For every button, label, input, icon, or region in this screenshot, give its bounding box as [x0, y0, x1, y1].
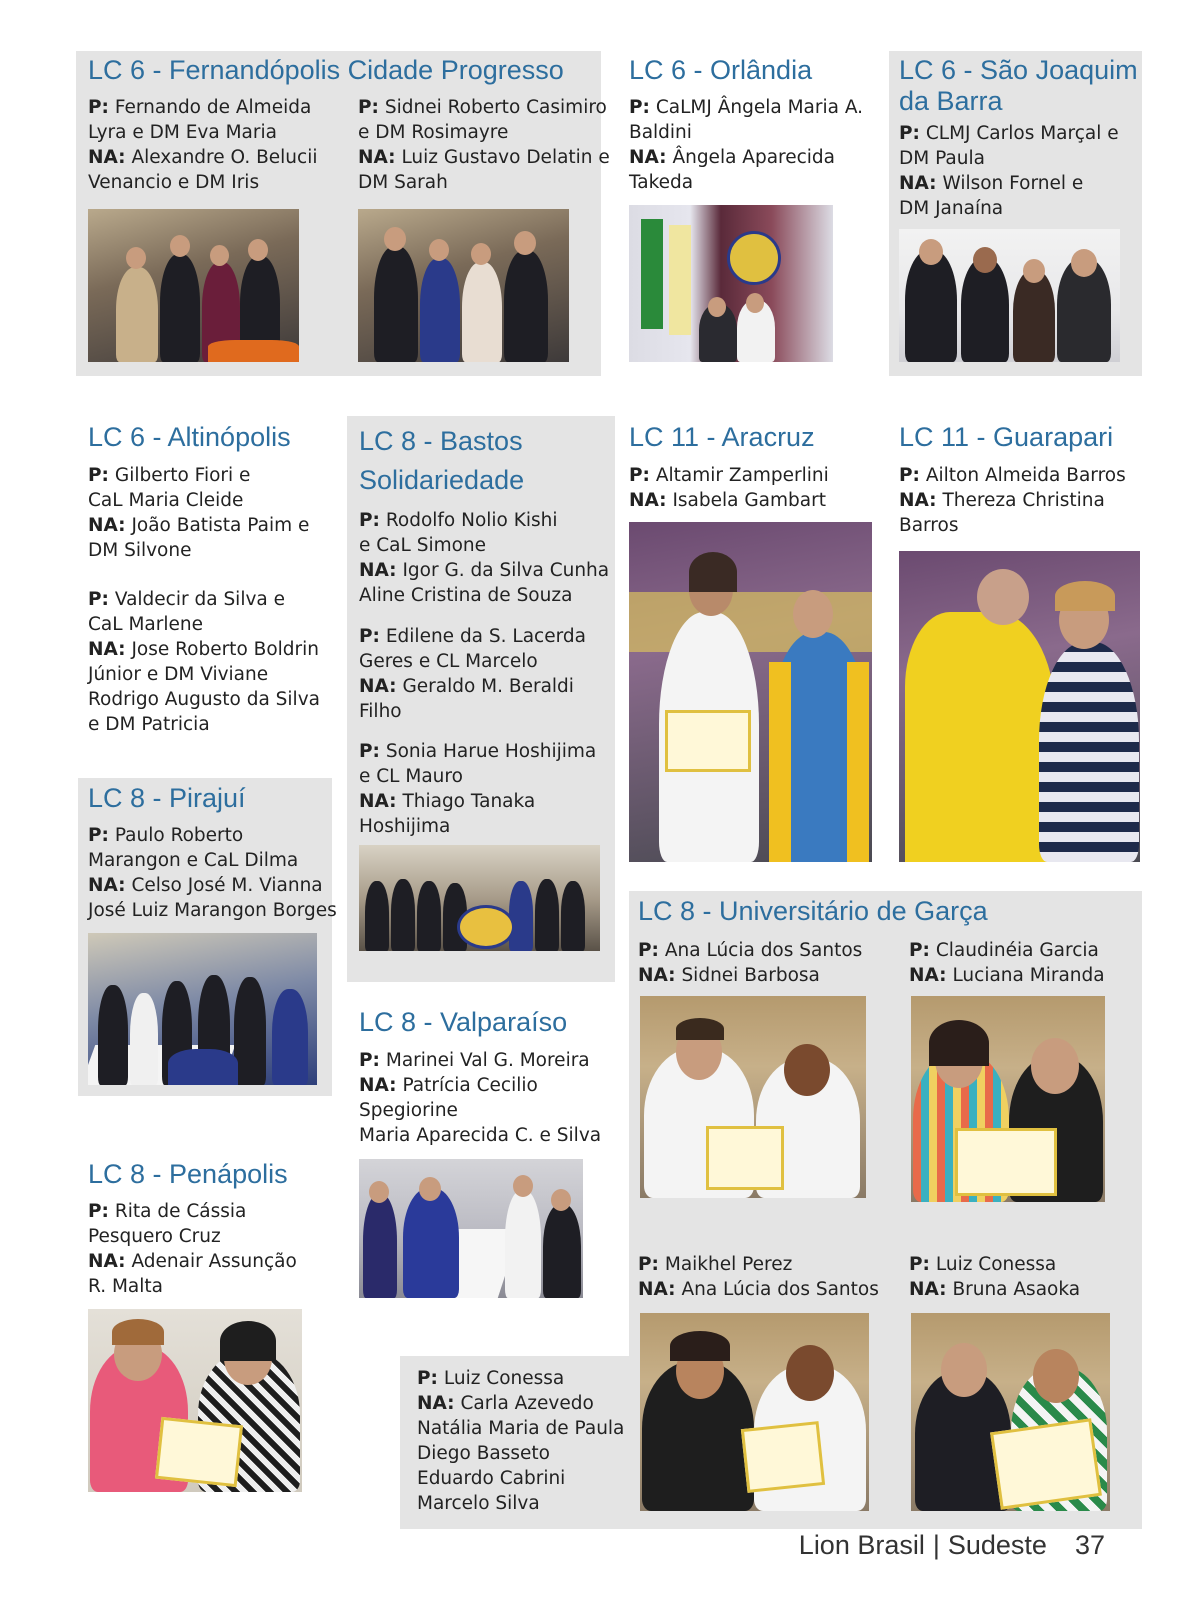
- text-line: Fernando de Almeida: [114, 97, 312, 118]
- text-line: Aline Cristina de Souza: [359, 585, 573, 606]
- section-title-bastos: [359, 422, 524, 500]
- p-label: P:: [358, 97, 379, 118]
- na-label: NA:: [899, 490, 937, 511]
- p-label: P:: [638, 1254, 659, 1275]
- text-line: DM Silvone: [88, 540, 192, 561]
- page-footer: [799, 1530, 1105, 1561]
- na-label: NA:: [909, 1279, 947, 1300]
- text-line: Marinei Val G. Moreira: [385, 1050, 590, 1071]
- na-label: NA:: [638, 1279, 676, 1300]
- p-label: P:: [899, 465, 920, 486]
- text-guarapari: [899, 463, 1126, 538]
- photo-fernandopolis-2: [358, 209, 569, 362]
- text-line: Spegiorine: [359, 1100, 458, 1121]
- section-title-aracruz: LC 11 - Aracruz: [629, 422, 815, 452]
- text-line: CaLMJ Ângela Maria A.: [655, 97, 864, 118]
- region-name: Sudeste: [947, 1530, 1047, 1560]
- text-line: Jose Roberto Boldrin: [131, 639, 320, 660]
- text-line: Geres e CL Marcelo: [359, 651, 538, 672]
- p-label: P:: [359, 626, 380, 647]
- p-label: P:: [417, 1368, 438, 1389]
- photo-aracruz: [629, 522, 872, 862]
- photo-guarapari: [899, 551, 1140, 862]
- section-title-penapolis: LC 8 - Penápolis: [88, 1159, 288, 1189]
- photo-garca-2: [911, 996, 1105, 1202]
- p-label: P:: [88, 589, 109, 610]
- na-label: NA:: [629, 147, 667, 168]
- title-line: da Barra: [899, 86, 1003, 116]
- text-line: Rodrigo Augusto da Silva: [88, 689, 320, 710]
- text-line: Celso José M. Vianna: [131, 875, 323, 896]
- text-line: e CaL Simone: [359, 535, 487, 556]
- p-label: P:: [629, 465, 650, 486]
- text-bastos-1: [359, 508, 609, 608]
- text-line: Maikhel Perez: [664, 1254, 793, 1275]
- text-bastos-2: [359, 624, 586, 724]
- text-line: CaL Marlene: [88, 614, 203, 635]
- text-penapolis: [88, 1199, 297, 1299]
- text-line: Ana Lúcia dos Santos: [664, 940, 863, 961]
- text-garca-2: [909, 938, 1105, 988]
- text-line: Venancio e DM Iris: [88, 172, 260, 193]
- text-line: e DM Rosimayre: [358, 122, 509, 143]
- text-line: Filho: [359, 701, 402, 722]
- photo-penapolis: [88, 1309, 302, 1492]
- text-line: Ângela Aparecida: [672, 147, 836, 168]
- text-altinopolis-2: [88, 587, 320, 737]
- text-line: Sidnei Roberto Casimiro: [384, 97, 607, 118]
- na-label: NA:: [359, 791, 397, 812]
- na-label: NA:: [638, 965, 676, 986]
- text-line: Takeda: [629, 172, 694, 193]
- na-label: NA:: [358, 147, 396, 168]
- text-sao-joaquim: [899, 121, 1119, 221]
- na-label: NA:: [88, 1251, 126, 1272]
- text-line: e DM Patricia: [88, 714, 210, 735]
- text-line: Alexandre O. Belucii: [131, 147, 318, 168]
- section-title-valparaiso: LC 8 - Valparaíso: [359, 1007, 568, 1037]
- text-line: Diego Basseto: [417, 1443, 550, 1464]
- text-line: Patrícia Cecilio: [402, 1075, 538, 1096]
- text-line: Gilberto Fiori e: [114, 465, 251, 486]
- text-line: Thiago Tanaka: [402, 791, 536, 812]
- text-line: Igor G. da Silva Cunha: [402, 560, 610, 581]
- text-garca-1: [638, 938, 862, 988]
- text-line: DM Paula: [899, 148, 985, 169]
- text-line: Wilson Fornel e: [942, 173, 1084, 194]
- p-label: P:: [88, 1201, 109, 1222]
- text-line: Sidnei Barbosa: [681, 965, 820, 986]
- na-label: NA:: [899, 173, 937, 194]
- text-line: Marcelo Silva: [417, 1493, 540, 1514]
- section-title-orlandia: LC 6 - Orlândia: [629, 55, 813, 85]
- p-label: P:: [899, 123, 920, 144]
- section-title-pirajui: LC 8 - Pirajuí: [88, 783, 246, 813]
- text-line: Adenair Assunção: [131, 1251, 297, 1272]
- photo-garca-4: [911, 1313, 1110, 1511]
- na-label: NA:: [629, 490, 667, 511]
- na-label: NA:: [88, 515, 126, 536]
- text-line: CLMJ Carlos Marçal e: [925, 123, 1119, 144]
- magazine-name: Lion Brasil: [798, 1530, 925, 1560]
- text-pirajui: [88, 823, 337, 923]
- text-line: DM Janaína: [899, 198, 1004, 219]
- text-line: Bruna Asaoka: [952, 1279, 1081, 1300]
- section-title-altinopolis: LC 6 - Altinópolis: [88, 422, 291, 452]
- section-title-garca: LC 8 - Universitário de Garça: [638, 896, 988, 926]
- text-line: Thereza Christina: [942, 490, 1105, 511]
- page-number: 37: [1074, 1530, 1105, 1560]
- text-valparaiso: [359, 1048, 601, 1148]
- p-label: P:: [88, 825, 109, 846]
- p-label: P:: [629, 97, 650, 118]
- p-label: P:: [909, 940, 930, 961]
- text-garca-5: [417, 1366, 624, 1516]
- text-line: Luiz Conessa: [443, 1368, 565, 1389]
- text-garca-3: [638, 1252, 879, 1302]
- photo-valparaiso: [359, 1159, 583, 1298]
- text-line: Rita de Cássia: [114, 1201, 247, 1222]
- text-line: Carla Azevedo: [460, 1393, 594, 1414]
- text-line: Lyra e DM Eva Maria: [88, 122, 277, 143]
- text-line: Luiz Gustavo Delatin e: [401, 147, 610, 168]
- photo-fernandopolis-1: [88, 209, 299, 362]
- text-line: Geraldo M. Beraldi: [402, 676, 574, 697]
- text-garca-4: [909, 1252, 1080, 1302]
- p-label: P:: [359, 1050, 380, 1071]
- text-line: Rodolfo Nolio Kishi: [385, 510, 558, 531]
- na-label: NA:: [909, 965, 947, 986]
- photo-garca-1: [640, 996, 866, 1198]
- text-line: Luiz Conessa: [935, 1254, 1057, 1275]
- section-title-guarapari: LC 11 - Guarapari: [899, 422, 1114, 452]
- text-line: Luciana Miranda: [952, 965, 1105, 986]
- na-label: NA:: [359, 1075, 397, 1096]
- na-label: NA:: [88, 639, 126, 660]
- text-orlandia: [629, 95, 863, 195]
- photo-bastos: [359, 845, 600, 951]
- na-label: NA:: [417, 1393, 455, 1414]
- text-line: Júnior e DM Viviane: [88, 664, 269, 685]
- photo-orlandia: [629, 205, 833, 362]
- text-fernandopolis-col2: [358, 95, 610, 195]
- text-line: R. Malta: [88, 1276, 163, 1297]
- text-line: Baldini: [629, 122, 692, 143]
- text-line: Marangon e CaL Dilma: [88, 850, 299, 871]
- na-label: NA:: [359, 676, 397, 697]
- text-line: Hoshijima: [359, 816, 451, 837]
- text-line: Claudinéia Garcia: [935, 940, 1099, 961]
- text-line: CaL Maria Cleide: [88, 490, 244, 511]
- section-title-fernandopolis: LC 6 - Fernandópolis Cidade Progresso: [88, 55, 564, 85]
- text-line: Ana Lúcia dos Santos: [681, 1279, 879, 1300]
- p-label: P:: [359, 510, 380, 531]
- photo-garca-3: [640, 1313, 869, 1511]
- text-line: Natália Maria de Paula: [417, 1418, 625, 1439]
- text-line: e CL Mauro: [359, 766, 463, 787]
- photo-pirajui: [88, 933, 317, 1085]
- p-label: P:: [88, 465, 109, 486]
- text-line: Paulo Roberto: [114, 825, 244, 846]
- text-line: DM Sarah: [358, 172, 448, 193]
- text-line: João Batista Paim e: [131, 515, 310, 536]
- photo-sao-joaquim: [899, 229, 1120, 362]
- text-line: Isabela Gambart: [672, 490, 826, 511]
- na-label: NA:: [88, 875, 126, 896]
- text-altinopolis-1: [88, 463, 309, 563]
- title-line: LC 8 - Bastos: [359, 426, 523, 456]
- text-bastos-3: [359, 739, 596, 839]
- title-line: LC 6 - São Joaquim: [899, 55, 1138, 85]
- footer-separator: |: [932, 1530, 940, 1560]
- na-label: NA:: [88, 147, 126, 168]
- text-line: Pesquero Cruz: [88, 1226, 221, 1247]
- text-fernandopolis-col1: [88, 95, 317, 195]
- text-line: Edilene da S. Lacerda: [385, 626, 586, 647]
- text-line: Maria Aparecida C. e Silva: [359, 1125, 602, 1146]
- title-line: Solidariedade: [359, 465, 525, 495]
- text-line: Eduardo Cabrini: [417, 1468, 566, 1489]
- p-label: P:: [909, 1254, 930, 1275]
- p-label: P:: [638, 940, 659, 961]
- text-line: Altamir Zamperlini: [655, 465, 829, 486]
- text-line: Sonia Harue Hoshijima: [385, 741, 597, 762]
- text-line: Ailton Almeida Barros: [925, 465, 1126, 486]
- section-title-sao-joaquim: [899, 55, 1138, 117]
- text-line: Barros: [899, 515, 959, 536]
- text-line: José Luiz Marangon Borges: [88, 900, 337, 921]
- na-label: NA:: [359, 560, 397, 581]
- text-line: Valdecir da Silva e: [114, 589, 286, 610]
- text-aracruz: [629, 463, 829, 513]
- p-label: P:: [88, 97, 109, 118]
- p-label: P:: [359, 741, 380, 762]
